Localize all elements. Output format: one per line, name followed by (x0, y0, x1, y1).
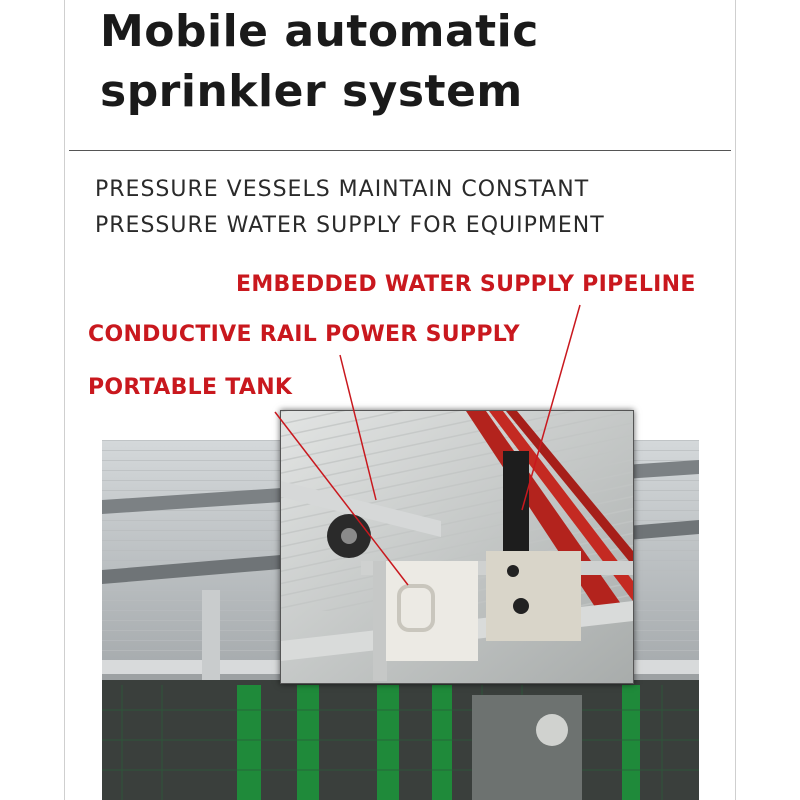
subtitle (95, 172, 605, 244)
inset-photo (280, 410, 634, 684)
page-title (100, 2, 539, 122)
callout-portable-tank: PORTABLE TANK (88, 375, 293, 400)
callout-rail-power: CONDUCTIVE RAIL POWER SUPPLY (88, 322, 520, 347)
callout-pipeline: EMBEDDED WATER SUPPLY PIPELINE (236, 272, 696, 297)
title-line-2: sprinkler system (100, 66, 523, 117)
title-divider (69, 150, 731, 151)
subtitle-line-2: PRESSURE WATER SUPPLY FOR EQUIPMENT (95, 213, 605, 238)
title-line-1: Mobile automatic (100, 6, 539, 57)
subtitle-line-1: PRESSURE VESSELS MAINTAIN CONSTANT (95, 177, 590, 202)
